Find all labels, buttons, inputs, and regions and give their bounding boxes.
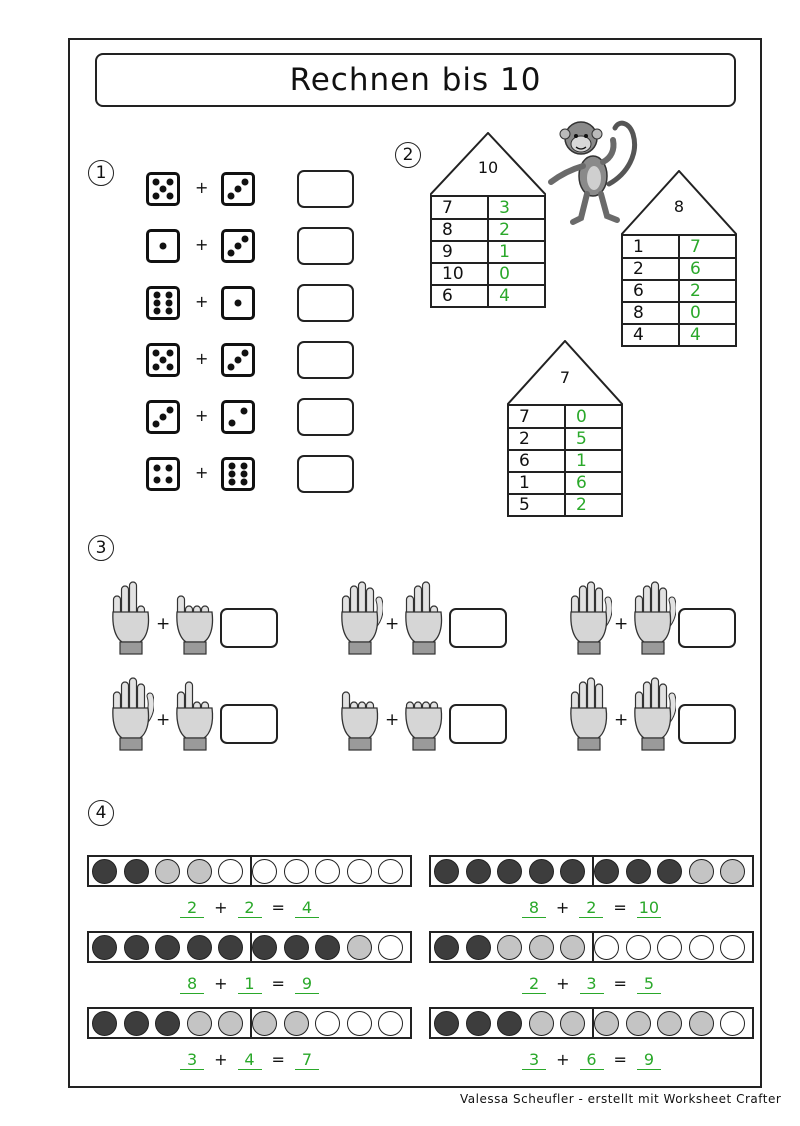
- die-4: [146, 457, 180, 491]
- plus-sign: +: [195, 349, 209, 368]
- house-left-cell: 6: [431, 285, 488, 307]
- section-number-2: 2: [395, 142, 421, 168]
- bead-dark: [529, 859, 554, 884]
- bead-light: [560, 935, 585, 960]
- addend-a[interactable]: 2: [522, 974, 546, 994]
- addend-a[interactable]: 8: [522, 898, 546, 918]
- dice-answer-box[interactable]: [297, 341, 354, 379]
- bead-rack: [429, 931, 754, 963]
- die-pip: [166, 192, 173, 199]
- addend-a[interactable]: 2: [180, 898, 204, 918]
- plus-sign: +: [214, 1050, 228, 1069]
- bead-light: [252, 1011, 277, 1036]
- die-pip: [242, 350, 249, 357]
- bead-light: [284, 1011, 309, 1036]
- plus-sign: +: [195, 292, 209, 311]
- bead-dark: [434, 1011, 459, 1036]
- die-6: [221, 457, 255, 491]
- sum[interactable]: 10: [638, 898, 660, 917]
- die-pip: [228, 364, 235, 371]
- house-left-cell: 1: [622, 235, 679, 258]
- bead-dark: [434, 935, 459, 960]
- house-left-cell: 2: [508, 428, 565, 450]
- hand-3-fingers: [108, 572, 154, 660]
- bead-light: [657, 1011, 682, 1036]
- house-right-cell[interactable]: 1: [565, 450, 622, 472]
- plus-sign: +: [214, 898, 228, 917]
- die-pip: [166, 464, 173, 471]
- house-row: [622, 235, 736, 258]
- house-right-cell[interactable]: 2: [488, 219, 545, 241]
- worksheet-title: Rechnen bis 10: [95, 53, 736, 107]
- die-pip: [153, 350, 160, 357]
- hand-3-fingers: [401, 572, 447, 660]
- section-number-1: 1: [88, 160, 114, 186]
- die-pip: [228, 250, 235, 257]
- bead-light: [347, 935, 372, 960]
- equals-sign: =: [271, 898, 285, 917]
- bead-dark: [497, 1011, 522, 1036]
- die-pip: [166, 350, 173, 357]
- sum[interactable]: 9: [637, 1050, 661, 1070]
- die-pip: [153, 421, 160, 428]
- rack-equation: [429, 898, 754, 918]
- house-right-cell[interactable]: 3: [488, 196, 545, 219]
- house-row: [622, 302, 736, 324]
- house-left-cell: 6: [508, 450, 565, 472]
- equals-sign: =: [271, 1050, 285, 1069]
- die-1: [146, 229, 180, 263]
- bead-light: [529, 935, 554, 960]
- house-row: [508, 428, 622, 450]
- die-pip: [160, 414, 167, 421]
- house-row: [508, 405, 622, 428]
- die-pip: [235, 300, 242, 307]
- plus-sign: +: [195, 463, 209, 482]
- bead-dark: [92, 1011, 117, 1036]
- bead-light: [594, 1011, 619, 1036]
- bead-rack: [429, 855, 754, 887]
- house-row: [431, 219, 545, 241]
- house-right-cell[interactable]: 4: [679, 324, 736, 346]
- house-right-cell[interactable]: 1: [488, 241, 545, 263]
- bead-empty: [378, 935, 403, 960]
- house-right-cell[interactable]: 5: [565, 428, 622, 450]
- addend-b[interactable]: 3: [580, 974, 604, 994]
- bead-dark: [124, 935, 149, 960]
- die-pip: [228, 463, 235, 470]
- bead-empty: [378, 1011, 403, 1036]
- bead-dark: [218, 935, 243, 960]
- plus-sign: +: [156, 614, 171, 634]
- bead-light: [626, 1011, 651, 1036]
- die-pip: [241, 407, 248, 414]
- equals-sign: =: [613, 974, 627, 993]
- bead-light: [497, 935, 522, 960]
- dice-answer-box[interactable]: [297, 284, 354, 322]
- finger-answer-box[interactable]: [449, 704, 507, 744]
- bead-light: [529, 1011, 554, 1036]
- bead-empty: [594, 935, 619, 960]
- finger-answer-box[interactable]: [678, 704, 736, 744]
- sum[interactable]: 5: [637, 974, 661, 994]
- die-pip: [228, 471, 235, 478]
- house-row: [431, 285, 545, 307]
- die-pip: [166, 307, 173, 314]
- die-pip: [241, 471, 248, 478]
- hand-5-fingers: [108, 668, 154, 756]
- bead-empty: [657, 935, 682, 960]
- die-pip: [228, 478, 235, 485]
- finger-answer-box[interactable]: [220, 608, 278, 648]
- bead-rack: [87, 855, 412, 887]
- house-row: [508, 494, 622, 516]
- die-pip: [228, 420, 235, 427]
- bead-light: [689, 859, 714, 884]
- house-right-cell[interactable]: 7: [679, 235, 736, 258]
- die-pip: [153, 179, 160, 186]
- addend-b[interactable]: 4: [238, 1050, 262, 1070]
- die-pip: [153, 300, 160, 307]
- bead-empty: [626, 935, 651, 960]
- hand-5-fingers: [566, 572, 612, 660]
- house-row: [622, 324, 736, 346]
- bead-empty: [284, 859, 309, 884]
- house-left-cell: 8: [622, 302, 679, 324]
- house-row: [622, 280, 736, 302]
- die-5: [146, 343, 180, 377]
- die-pip: [153, 307, 160, 314]
- bead-empty: [315, 1011, 340, 1036]
- number-house-10: [430, 132, 546, 326]
- bead-light: [155, 859, 180, 884]
- sum[interactable]: 7: [295, 1050, 319, 1070]
- plus-sign: +: [385, 710, 400, 730]
- bead-dark: [657, 859, 682, 884]
- house-left-cell: 8: [431, 219, 488, 241]
- house-left-cell: 4: [622, 324, 679, 346]
- house-left-cell: 2: [622, 258, 679, 280]
- bead-dark: [626, 859, 651, 884]
- plus-sign: +: [385, 614, 400, 634]
- bead-light: [720, 859, 745, 884]
- finger-answer-box[interactable]: [449, 608, 507, 648]
- equals-sign: =: [613, 898, 627, 917]
- bead-dark: [92, 859, 117, 884]
- plus-sign: +: [195, 406, 209, 425]
- die-pip: [153, 192, 160, 199]
- rack-equation: [87, 898, 412, 918]
- house-roof-number: 8: [673, 197, 685, 216]
- dice-answer-box[interactable]: [297, 227, 354, 265]
- house-left-cell: 5: [508, 494, 565, 516]
- addend-b[interactable]: 2: [579, 898, 603, 918]
- bead-rack: [87, 1007, 412, 1039]
- bead-light: [187, 1011, 212, 1036]
- die-pip: [166, 179, 173, 186]
- plus-sign: +: [555, 898, 570, 917]
- bead-dark: [252, 935, 277, 960]
- finger-answer-box[interactable]: [678, 608, 736, 648]
- bead-empty: [720, 935, 745, 960]
- die-pip: [235, 357, 242, 364]
- house-row: [508, 472, 622, 494]
- die-pip: [166, 292, 173, 299]
- bead-empty: [315, 859, 340, 884]
- house-left-cell: 7: [508, 405, 565, 428]
- rack-equation: [429, 1050, 754, 1070]
- addend-a[interactable]: 3: [522, 1050, 546, 1070]
- equals-sign: =: [271, 974, 285, 993]
- house-row: [431, 196, 545, 219]
- die-pip: [160, 186, 167, 193]
- bead-rack: [87, 931, 412, 963]
- bead-empty: [378, 859, 403, 884]
- die-pip: [153, 292, 160, 299]
- bead-dark: [594, 859, 619, 884]
- plus-sign: +: [195, 178, 209, 197]
- equals-sign: =: [613, 1050, 627, 1069]
- sum[interactable]: 4: [295, 898, 319, 918]
- die-pip: [166, 363, 173, 370]
- hand-5-fingers: [337, 572, 383, 660]
- house-right-cell[interactable]: 2: [679, 280, 736, 302]
- bead-rack: [429, 1007, 754, 1039]
- house-right-cell[interactable]: 0: [488, 263, 545, 285]
- plus-sign: +: [195, 235, 209, 254]
- house-left-cell: 9: [431, 241, 488, 263]
- house-row: [508, 450, 622, 472]
- dice-answer-box[interactable]: [297, 170, 354, 208]
- bead-light: [187, 859, 212, 884]
- footer-credit: Valessa Scheufler - erstellt mit Worksheet Crafter: [460, 1092, 782, 1106]
- house-left-cell: 7: [431, 196, 488, 219]
- house-table: [430, 195, 546, 308]
- bead-dark: [124, 859, 149, 884]
- house-left-cell: 10: [431, 263, 488, 285]
- die-1: [221, 286, 255, 320]
- sum[interactable]: 9: [295, 974, 319, 994]
- house-right-cell[interactable]: 6: [679, 258, 736, 280]
- addend-a[interactable]: 3: [180, 1050, 204, 1070]
- monkey-illustration: [547, 114, 639, 226]
- bead-light: [689, 1011, 714, 1036]
- plus-sign: +: [556, 974, 570, 993]
- house-table: [621, 234, 737, 347]
- addend-b[interactable]: 6: [580, 1050, 604, 1070]
- house-left-cell: 1: [508, 472, 565, 494]
- die-5: [146, 172, 180, 206]
- bead-dark: [315, 935, 340, 960]
- die-pip: [166, 300, 173, 307]
- rack-equation: [87, 1050, 412, 1070]
- bead-dark: [284, 935, 309, 960]
- addend-b[interactable]: 2: [238, 898, 262, 918]
- house-row: [431, 241, 545, 263]
- die-6: [146, 286, 180, 320]
- bead-empty: [252, 859, 277, 884]
- die-pip: [242, 236, 249, 243]
- section-number-4: 4: [88, 800, 114, 826]
- house-row: [431, 263, 545, 285]
- number-house-7: [507, 340, 623, 534]
- plus-sign: +: [156, 710, 171, 730]
- bead-dark: [466, 859, 491, 884]
- hand-1-fingers: [172, 572, 218, 660]
- die-pip: [228, 193, 235, 200]
- die-3: [221, 229, 255, 263]
- hand-4-fingers: [566, 668, 612, 756]
- die-pip: [241, 463, 248, 470]
- die-pip: [160, 357, 167, 364]
- bead-dark: [560, 859, 585, 884]
- die-pip: [166, 477, 173, 484]
- bead-dark: [124, 1011, 149, 1036]
- house-left-cell: 6: [622, 280, 679, 302]
- hand-5-fingers: [630, 668, 676, 756]
- house-roof-number: 10: [477, 158, 499, 177]
- bead-dark: [466, 1011, 491, 1036]
- house-right-cell[interactable]: 0: [679, 302, 736, 324]
- house-right-cell[interactable]: 4: [488, 285, 545, 307]
- hand-1-fingers: [337, 668, 383, 756]
- bead-dark: [155, 935, 180, 960]
- addend-b[interactable]: 1: [238, 974, 262, 994]
- die-pip: [153, 363, 160, 370]
- house-right-cell[interactable]: 2: [565, 494, 622, 516]
- hand-5-fingers: [630, 572, 676, 660]
- bead-dark: [187, 935, 212, 960]
- house-roof-number: 7: [559, 368, 571, 387]
- finger-answer-box[interactable]: [220, 704, 278, 744]
- bead-dark: [497, 859, 522, 884]
- bead-light: [560, 1011, 585, 1036]
- bead-empty: [689, 935, 714, 960]
- rack-equation: [429, 974, 754, 994]
- house-right-cell[interactable]: 6: [565, 472, 622, 494]
- die-pip: [160, 243, 167, 250]
- plus-sign: +: [214, 974, 228, 993]
- die-2: [221, 400, 255, 434]
- die-pip: [235, 186, 242, 193]
- hand-2-fingers: [172, 668, 218, 756]
- bead-dark: [434, 859, 459, 884]
- die-3: [146, 400, 180, 434]
- hand-0-fingers: [401, 668, 447, 756]
- bead-light: [218, 1011, 243, 1036]
- addend-a[interactable]: 8: [180, 974, 204, 994]
- die-3: [221, 172, 255, 206]
- die-pip: [167, 407, 174, 414]
- plus-sign: +: [556, 1050, 570, 1069]
- bead-empty: [347, 859, 372, 884]
- house-right-cell[interactable]: 0: [565, 405, 622, 428]
- dice-answer-box[interactable]: [297, 398, 354, 436]
- die-pip: [153, 477, 160, 484]
- bead-empty: [347, 1011, 372, 1036]
- bead-empty: [720, 1011, 745, 1036]
- bead-dark: [92, 935, 117, 960]
- bead-empty: [218, 859, 243, 884]
- die-pip: [153, 464, 160, 471]
- dice-answer-box[interactable]: [297, 455, 354, 493]
- section-number-3: 3: [88, 535, 114, 561]
- rack-equation: [87, 974, 412, 994]
- house-row: [622, 258, 736, 280]
- plus-sign: +: [614, 710, 629, 730]
- die-pip: [242, 179, 249, 186]
- die-pip: [235, 243, 242, 250]
- die-3: [221, 343, 255, 377]
- bead-dark: [466, 935, 491, 960]
- die-pip: [241, 478, 248, 485]
- bead-dark: [155, 1011, 180, 1036]
- house-table: [507, 404, 623, 517]
- plus-sign: +: [614, 614, 629, 634]
